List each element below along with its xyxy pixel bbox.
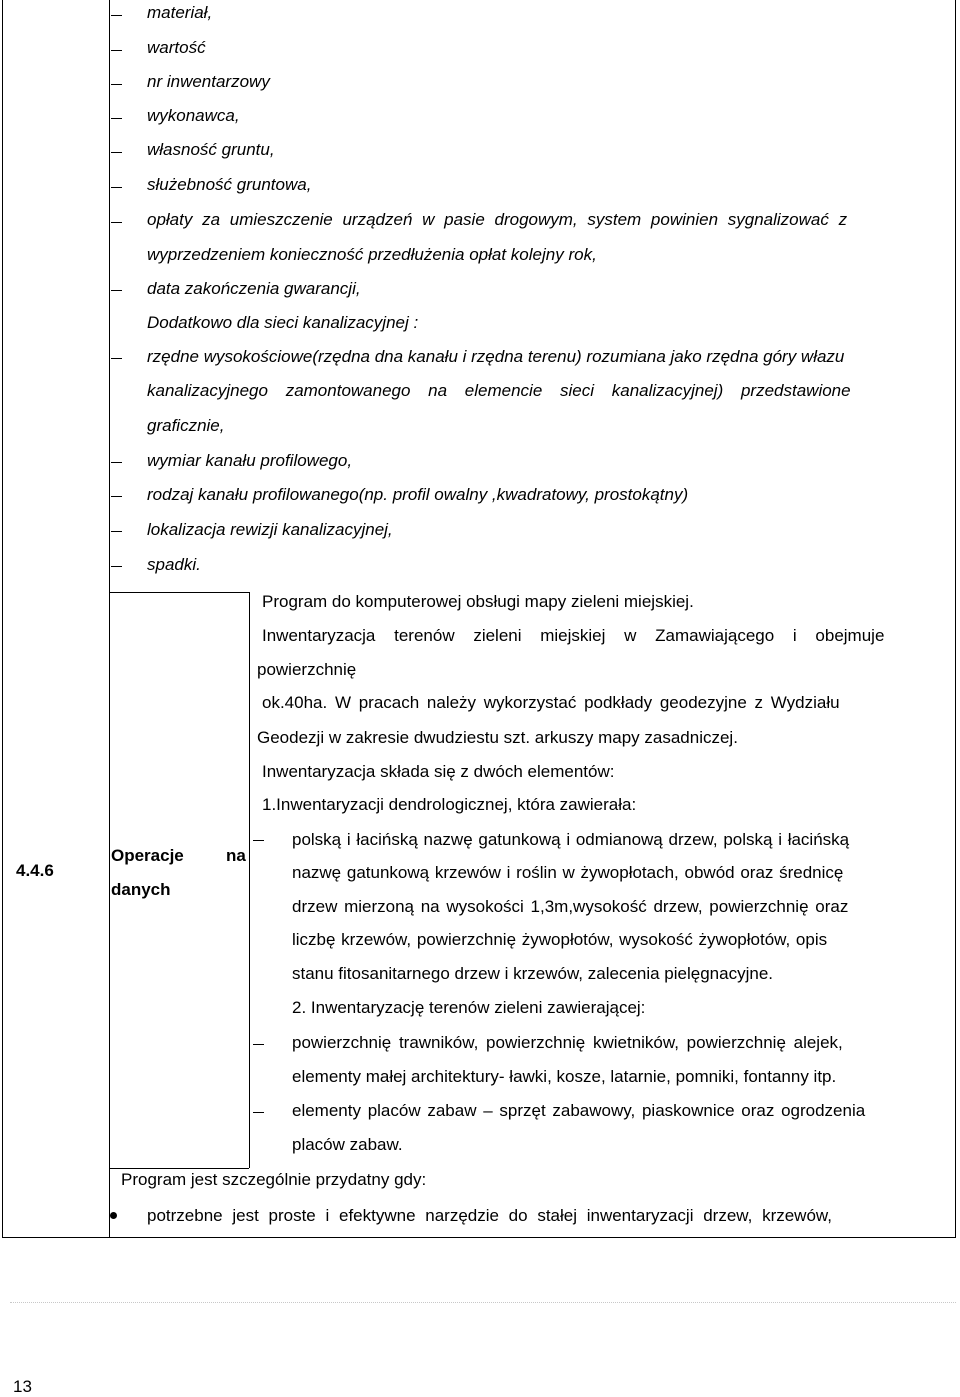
row-title-word-2: na (226, 846, 246, 865)
list-item: służebność gruntowa, (147, 175, 312, 194)
useful-heading: Program jest szczególnie przydatny gdy: (121, 1170, 427, 1189)
list-item: własność gruntu, (147, 140, 275, 159)
table-border-right (955, 0, 956, 1238)
inventory-line-4: Geodezji w zakresie dwudziestu szt. arkuszy mapy zasadniczej. (257, 728, 738, 747)
list-dash (111, 187, 122, 188)
table-border-bottom (2, 1237, 956, 1238)
elevation-line-3: graficznie, (147, 416, 225, 435)
row-title-line-2: danych (111, 880, 171, 899)
elevation-line-2: kanalizacyjnego zamontowanego na elemencie sieci kanalizacyjnej) przedstawione (147, 381, 851, 400)
inventory-elements: Inwentaryzacja składa się z dwóch elementów: (262, 762, 615, 781)
sewer-heading: Dodatkowo dla sieci kanalizacyjnej : (147, 313, 419, 332)
row-number: 4.4.6 (16, 861, 54, 880)
dendro-heading: 1.Inwentaryzacji dendrologicznej, która zawierała: (262, 795, 637, 814)
list-dash (111, 118, 122, 119)
bullet-icon (110, 1212, 117, 1219)
list-item: spadki. (147, 555, 201, 574)
list-dash (111, 84, 122, 85)
list-dash (111, 462, 122, 463)
list-dash (111, 358, 122, 359)
list-dash (111, 152, 122, 153)
dendro-line-4: liczbę krzewów, powierzchnię żywopłotów, wysokość żywopłotów, opis (292, 930, 828, 949)
fees-line-1: opłaty za umieszczenie urządzeń w pasie drogowym, system powinien sygnalizować z (147, 210, 848, 229)
list-dash (253, 840, 264, 841)
table-row-divider-bottom (109, 1168, 249, 1169)
list-dash (111, 531, 122, 532)
fees-line-2: wyprzedzeniem konieczność przedłużenia opłat kolejny rok, (147, 245, 597, 264)
footer-separator (10, 1302, 956, 1303)
list-dash (111, 50, 122, 51)
list-item: data zakończenia gwarancji, (147, 279, 361, 298)
elevation-line-1: rzędne wysokościowe(rzędna dna kanału i rzędna terenu) rozumiana jako rzędna góry włazu (147, 347, 845, 366)
inventory-line-2: powierzchnię (257, 660, 357, 679)
list-item: lokalizacja rewizji kanalizacyjnej, (147, 520, 393, 539)
row-title-word-1: Operacje (111, 846, 184, 865)
list-item: wykonawca, (147, 106, 240, 125)
table-border-col1 (109, 0, 110, 1238)
list-item: rodzaj kanału profilowanego(np. profil owalny ,kwadratowy, prostokątny) (147, 485, 689, 504)
list-dash (253, 1112, 264, 1113)
list-item: materiał, (147, 3, 213, 22)
dendro-line-2: nazwę gatunkową krzewów i roślin w żywopłotach, obwód oraz średnicę (292, 863, 844, 882)
table-border-col2 (249, 592, 250, 1168)
inventory-line-1: Inwentaryzacja terenów zieleni miejskiej w Zamawiającego i obejmuje (262, 626, 885, 645)
dendro-line-5: stanu fitosanitarnego drzew i krzewów, zalecenia pielęgnacyjne. (292, 964, 773, 983)
list-dash (111, 15, 122, 16)
list-dash (111, 566, 122, 567)
areas-item-2-line-1: elementy placów zabaw – sprzęt zabawowy, piaskownice oraz ogrodzenia (292, 1101, 866, 1120)
areas-item-1-line-1: powierzchnię trawników, powierzchnię kwietników, powierzchnię alejek, (292, 1033, 843, 1052)
table-row-divider-top (109, 592, 249, 593)
inventory-line-3: ok.40ha. W pracach należy wykorzystać podkłady geodezyjne z Wydziału (262, 693, 840, 712)
list-dash (111, 222, 122, 223)
page-number: 13 (13, 1377, 32, 1396)
table-border-left (2, 0, 3, 1238)
useful-bullet-1: potrzebne jest proste i efektywne narzędzie do stałej inwentaryzacji drzew, krzewów, (147, 1206, 832, 1225)
list-item: nr inwentarzowy (147, 72, 270, 91)
dendro-line-1: polską i łacińską nazwę gatunkową i odmianową drzew, polską i łacińską (292, 830, 850, 849)
dendro-line-3: drzew mierzoną na wysokości 1,3m,wysokość drzew, powierzchnię oraz (292, 897, 849, 916)
program-heading: Program do komputerowej obsługi mapy zieleni miejskiej. (262, 592, 694, 611)
areas-item-2-line-2: placów zabaw. (292, 1135, 403, 1154)
areas-heading: 2. Inwentaryzację terenów zieleni zawierającej: (292, 998, 646, 1017)
areas-item-1-line-2: elementy małej architektury- ławki, kosze, latarnie, pomniki, fontanny itp. (292, 1067, 837, 1086)
list-item: wartość (147, 38, 206, 57)
list-item: wymiar kanału profilowego, (147, 451, 353, 470)
list-dash (111, 290, 122, 291)
list-dash (111, 496, 122, 497)
list-dash (253, 1044, 264, 1045)
